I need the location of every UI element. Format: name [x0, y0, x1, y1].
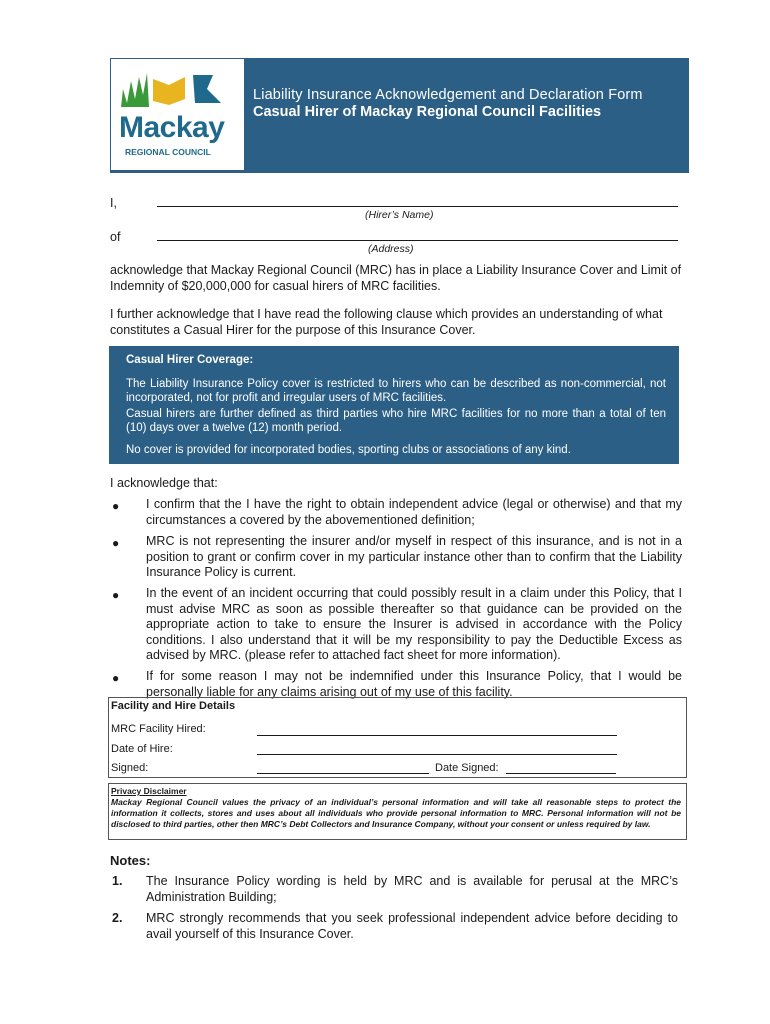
- acknowledge-item: I confirm that the I have the right to obtain independent advice (legal or otherwise) and that my circumstances a covered by the abovementioned definition;: [146, 497, 682, 527]
- note-number: 1.: [112, 874, 123, 888]
- facility-field[interactable]: [257, 735, 617, 736]
- acknowledge-paragraph: acknowledge that Mackay Regional Council (MRC) has in place a Liability Insurance Cover and Limit of Indemnity of $20,000,000 for casual hirers of MRC facilities.: [110, 263, 682, 293]
- coverage-text-1: The Liability Insurance Policy cover is restricted to hirers who can be described as non-commercial, not incorporated, not for profit and irregular users of MRC facilities.: [126, 378, 666, 404]
- logo-subtext: REGIONAL COUNCIL: [125, 147, 211, 157]
- note-text: The Insurance Policy wording is held by MRC and is available for perusal at the MRC’s Administration Building;: [146, 874, 678, 904]
- acknowledge-item: If for some reason I may not be indemnified under this Insurance Policy, that I would be personally liable for any claims arising out of my use of this facility.: [146, 669, 682, 699]
- privacy-text: Mackay Regional Council values the privacy of an individual’s personal information and will take all reasonable steps to protect the information it collects, stores and uses about all individuals who provide personal information to MRC. Personal information will not be disclosed to third parties, other then MRC’s Debt Collectors and Insurance Company, without your consent or unless required by law.: [111, 797, 681, 829]
- acknowledge-item: In the event of an incident occurring that could possibly result in a claim under this Policy, that I must advise MRC as soon as possible thereafter so that guidance can be provided on the appropriate action to take to ensure the Insurer is advised in accordance with the Policy conditions. I also understand that it will be my responsibility to pay the Deductible Excess as advised by MRC. (please refer to attached fact sheet for more information).: [146, 586, 682, 662]
- of-label: of: [110, 230, 121, 244]
- bullet-icon: ●: [112, 499, 120, 513]
- bullet-icon: ●: [112, 671, 120, 685]
- note-text: MRC strongly recommends that you seek professional independent advice before deciding to avail yourself of this Insurance Cover.: [146, 911, 678, 941]
- further-paragraph: I further acknowledge that I have read the following clause which provides an understanding of what constitutes a Casual Hirer for the purpose of this Insurance Cover.: [110, 307, 663, 337]
- facility-title: Facility and Hire Details: [111, 700, 236, 712]
- privacy-title: Privacy Disclaimer: [111, 786, 187, 796]
- address-caption: (Address): [368, 243, 414, 255]
- note-number: 2.: [112, 911, 123, 925]
- address-field[interactable]: [157, 240, 678, 241]
- coverage-text-3: No cover is provided for incorporated bodies, sporting clubs or associations of any kind.: [126, 444, 571, 456]
- acknowledge-heading: I acknowledge that:: [110, 476, 218, 490]
- date-signed-label: Date Signed:: [435, 762, 499, 774]
- coverage-title: Casual Hirer Coverage:: [126, 354, 254, 366]
- signature-field[interactable]: [257, 773, 429, 774]
- hirer-name-caption: (Hirer’s Name): [365, 209, 434, 221]
- bullet-icon: ●: [112, 536, 120, 550]
- date-signed-field[interactable]: [506, 773, 616, 774]
- council-logo: [111, 59, 244, 170]
- coverage-text-2: Casual hirers are further defined as third parties who hire MRC facilities for no more than a total of ten (10) days over a twelve (12) month period.: [126, 408, 666, 434]
- i-label: I,: [110, 196, 117, 210]
- facility-label: MRC Facility Hired:: [111, 723, 206, 735]
- bullet-icon: ●: [112, 588, 120, 602]
- hirer-name-field[interactable]: [157, 206, 678, 207]
- date-of-hire-field[interactable]: [257, 754, 617, 755]
- date-of-hire-label: Date of Hire:: [111, 743, 173, 755]
- logo-wordmark: Mackay: [119, 111, 225, 144]
- acknowledge-item: MRC is not representing the insurer and/or myself in respect of this insurance, and is not in a position to grant or confirm cover in my particular instance other than to confirm that the Liability Insurance Policy is current.: [146, 534, 682, 579]
- form-title: Liability Insurance Acknowledgement and Declaration Form: [253, 87, 643, 103]
- form-subtitle: Casual Hirer of Mackay Regional Council Facilities: [253, 104, 602, 120]
- signed-label: Signed:: [111, 762, 149, 774]
- notes-title: Notes:: [110, 853, 151, 868]
